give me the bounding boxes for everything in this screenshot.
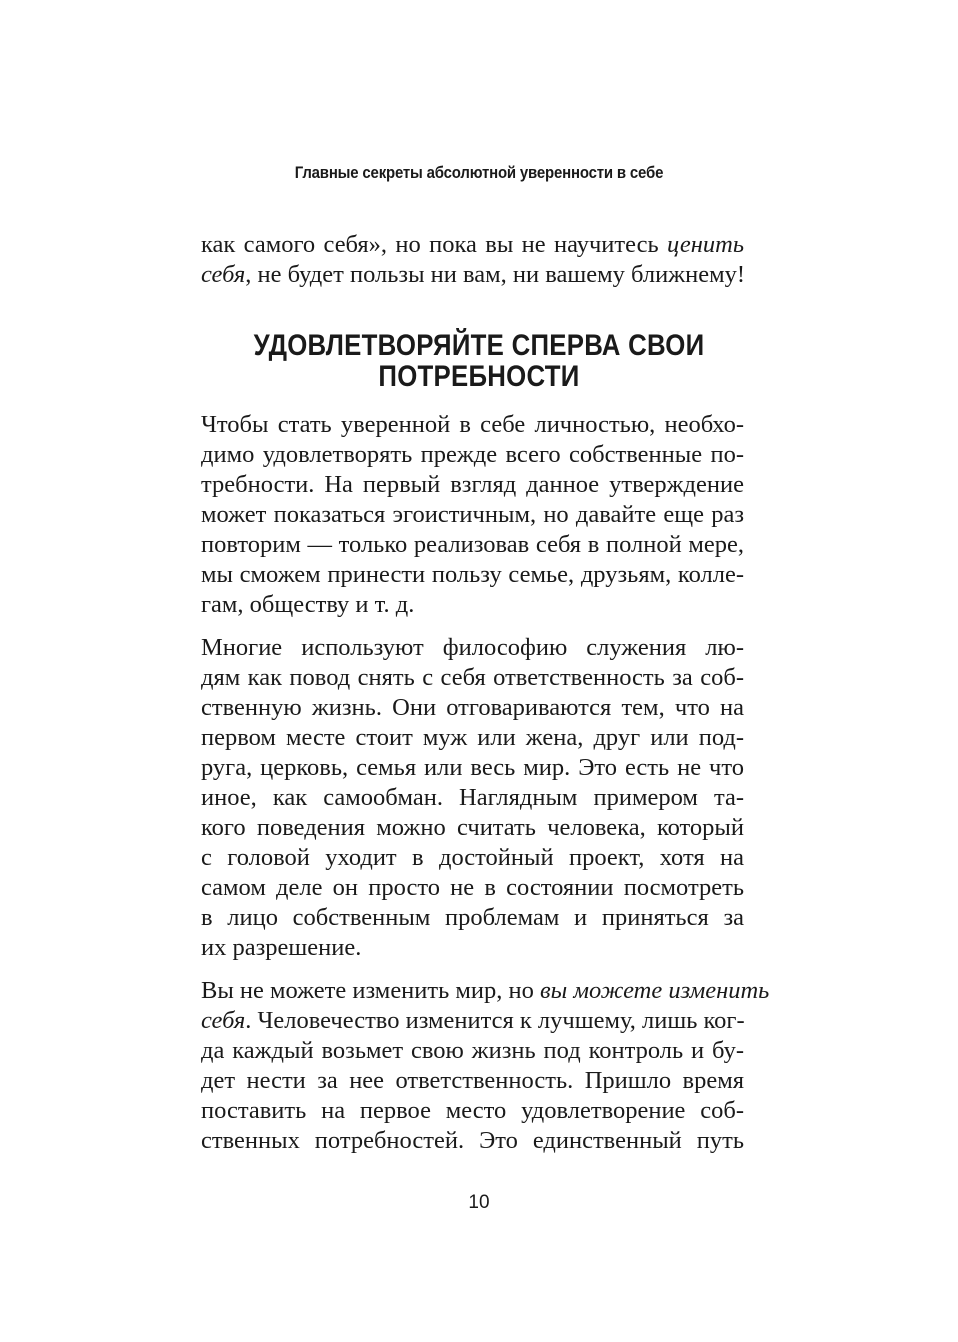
text-line: может показаться эгоистичным, но давайте еще раз: [201, 501, 744, 528]
text-line: в лицо собственным проблемам и приняться за: [201, 904, 744, 931]
emphasis-text: себя: [201, 261, 246, 288]
text-run: как самого себя», но пока вы не научитесь: [201, 231, 668, 258]
heading-line: ПОТРЕБНОСТИ: [378, 360, 580, 393]
text-line: кого поведения можно считать человека, который: [201, 814, 744, 841]
emphasis-text: вы можете изменить: [540, 977, 770, 1004]
text-run: , не будет пользы ни вам, ни вашему ближнему!: [245, 261, 746, 288]
text-line: ственную жизнь. Они отговариваются тем, что на: [201, 694, 744, 721]
text-run: . Человечество изменится к лучшему, лишь ког-: [245, 1007, 745, 1034]
section-heading: [67, 330, 891, 392]
text-line: мы сможем принести пользу семье, друзьям, колле-: [201, 561, 744, 588]
text-line: первом месте стоит муж или жена, друг или под-: [201, 724, 744, 751]
text-line: с головой уходит в достойный проект, хотя на: [201, 844, 744, 871]
text-line: Чтобы стать уверенной в себе личностью, необхо-: [201, 411, 744, 438]
text-line: [201, 976, 770, 1006]
text-line: [201, 260, 744, 290]
text-line: дям как повод снять с себя ответственность за соб-: [201, 664, 744, 691]
text-line: руга, церковь, семья или весь мир. Это есть не что: [201, 754, 744, 781]
paragraph-1: [201, 410, 744, 620]
text-line: гам, обществу и т. д.: [201, 591, 415, 618]
paragraph-2: [201, 633, 744, 963]
text-line: иное, как самообман. Наглядным примером та-: [201, 784, 744, 811]
text-line: [201, 1006, 744, 1036]
text-line: димо удовлетворять прежде всего собственные по-: [201, 441, 744, 468]
intro-paragraph: [201, 230, 744, 290]
text-line: дет нести за нее ответственность. Пришло время: [201, 1067, 744, 1094]
emphasis-text: ценить: [667, 231, 744, 258]
running-head: Главные секреты абсолютной уверенности в себе: [294, 163, 664, 182]
text-line: повторим — только реализовав себя в полной мере,: [201, 531, 744, 558]
text-line: требности. На первый взгляд данное утверждение: [201, 471, 744, 498]
text-line: Многие используют философию служения лю-: [201, 634, 744, 661]
heading-line: УДОВЛЕТВОРЯЙТЕ СПЕРВА СВОИ: [253, 329, 705, 362]
text-line: поставить на первое место удовлетворение соб-: [201, 1097, 744, 1124]
text-line: ственных потребностей. Это единственный путь: [201, 1127, 744, 1154]
paragraph-3: [201, 976, 770, 1156]
text-line: самом деле он просто не в состоянии посмотреть: [201, 874, 744, 901]
text-line: их разрешение.: [201, 934, 362, 961]
text-line: да каждый возьмет свою жизнь под контроль и бу-: [201, 1037, 744, 1064]
emphasis-text: себя: [201, 1007, 246, 1034]
text-line: [201, 230, 744, 260]
text-run: Вы не можете изменить мир, но: [201, 977, 541, 1004]
page-number: 10: [468, 1192, 490, 1213]
